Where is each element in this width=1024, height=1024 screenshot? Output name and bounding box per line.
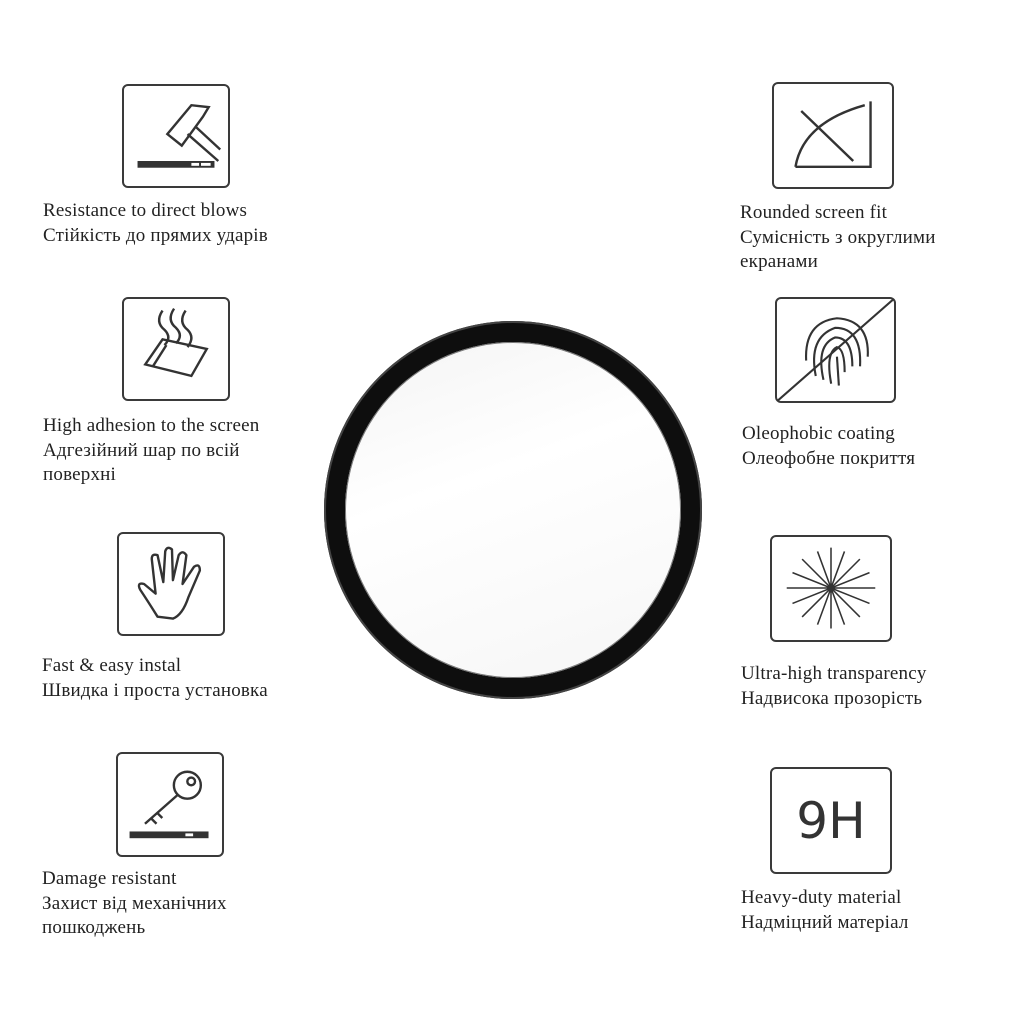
protector-glass xyxy=(345,342,681,678)
feature-title: Fast & easy instal xyxy=(42,655,182,676)
feature-title: High adhesion to the screen xyxy=(43,415,260,436)
hand-icon xyxy=(117,532,225,636)
feature-subtitle: Швидка і проста установка xyxy=(42,679,268,701)
feature-heavy-duty xyxy=(741,886,909,935)
feature-subtitle-cont: екранами xyxy=(740,251,818,272)
hammer-icon xyxy=(122,84,230,188)
feature-subtitle: Надміцний матеріал xyxy=(741,911,909,933)
fingerprint-icon xyxy=(775,297,896,403)
adhesive-film-icon xyxy=(122,297,230,401)
feature-transparency xyxy=(741,662,927,711)
feature-subtitle-cont: поверхні xyxy=(43,464,117,485)
feature-title: Heavy-duty material xyxy=(741,887,902,908)
round-screen-protector xyxy=(324,321,702,699)
sparkle-icon xyxy=(770,535,892,642)
feature-rounded-fit xyxy=(740,201,936,275)
feature-subtitle: Сумісність з округлими xyxy=(740,226,936,248)
feature-oleophobic xyxy=(742,422,915,471)
feature-damage-resistant xyxy=(42,867,227,941)
feature-subtitle: Захист від механічних xyxy=(42,892,227,914)
feature-adhesion xyxy=(43,414,259,488)
feature-easy-install xyxy=(42,654,268,703)
feature-subtitle: Адгезійний шар по всій xyxy=(43,439,240,461)
key-scratch-icon xyxy=(116,752,224,857)
rounded-edge-icon xyxy=(772,82,894,189)
feature-subtitle: Надвисока прозорість xyxy=(741,687,923,709)
feature-title: Oleophobic coating xyxy=(742,423,895,444)
hardness-9h-icon xyxy=(770,767,892,874)
hardness-label: 9H xyxy=(796,791,866,850)
feature-subtitle: Стійкість до прямих ударів xyxy=(43,224,268,246)
feature-title: Rounded screen fit xyxy=(740,202,888,223)
feature-title: Ultra-high transparency xyxy=(741,663,927,684)
feature-subtitle-cont: пошкоджень xyxy=(42,917,146,938)
feature-subtitle: Олеофобне покриття xyxy=(742,447,916,469)
feature-resistance-blows xyxy=(43,199,268,248)
feature-title: Damage resistant xyxy=(42,868,177,889)
feature-title: Resistance to direct blows xyxy=(43,200,248,221)
